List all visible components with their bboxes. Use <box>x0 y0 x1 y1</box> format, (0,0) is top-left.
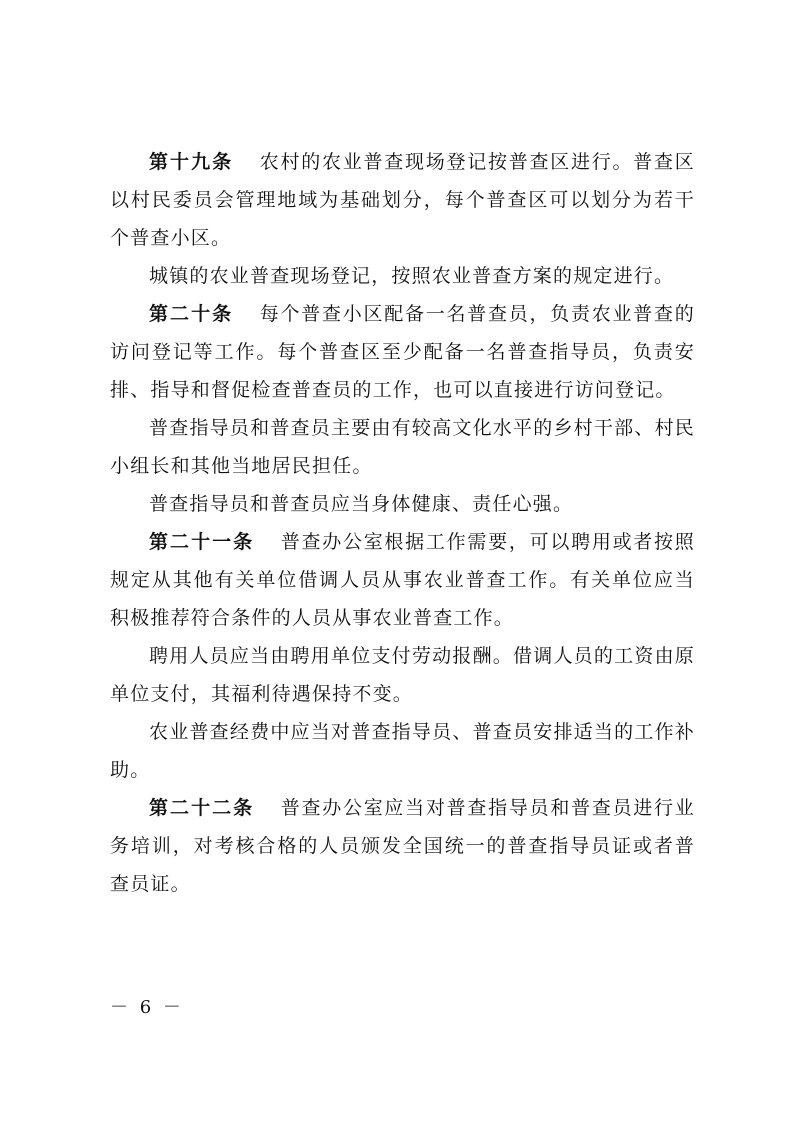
article-heading: 第二十一条 <box>149 531 255 553</box>
paragraph-text: 每个普查小区配备一名普查员，负责农业普查的访问登记等工作。每个普查区至少配备一名普查指导员，负责安排、指导和督促检查普查员的工作，也可以直接进行访问登记。 <box>110 303 695 401</box>
paragraph-article-21 <box>110 523 695 637</box>
paragraph-text: 普查指导员和普查员主要由有较高文化水平的乡村干部、村民小组长和其他当地居民担任。 <box>110 417 695 477</box>
paragraph-text: 城镇的农业普查现场登记，按照农业普查方案的规定进行。 <box>149 265 675 287</box>
paragraph <box>110 713 695 789</box>
paragraph <box>110 409 695 485</box>
paragraph-article-19 <box>110 143 695 257</box>
paragraph-article-20 <box>110 295 695 409</box>
paragraph <box>110 637 695 713</box>
page-number: － 6 － <box>110 997 184 1018</box>
document-body <box>110 143 695 903</box>
paragraph-text: 普查办公室应当对普查指导员和普查员进行业务培训，对考核合格的人员颁发全国统一的普查指导员证或者普查员证。 <box>110 797 695 895</box>
paragraph <box>110 485 695 523</box>
paragraph <box>110 257 695 295</box>
paragraph-text: 农村的农业普查现场登记按普查区进行。普查区以村民委员会管理地域为基础划分，每个普查区可以划分为若干个普查小区。 <box>110 151 695 249</box>
paragraph-text: 聘用人员应当由聘用单位支付劳动报酬。借调人员的工资由原单位支付，其福利待遇保持不变。 <box>110 645 695 705</box>
article-heading: 第二十二条 <box>149 797 255 819</box>
paragraph-text: 普查办公室根据工作需要，可以聘用或者按照规定从其他有关单位借调人员从事农业普查工作。有关单位应当积极推荐符合条件的人员从事农业普查工作。 <box>110 531 695 629</box>
article-heading: 第二十条 <box>149 303 234 325</box>
article-heading: 第十九条 <box>149 151 234 173</box>
paragraph-article-22 <box>110 789 695 903</box>
paragraph-text: 普查指导员和普查员应当身体健康、责任心强。 <box>149 493 574 515</box>
paragraph-text: 农业普查经费中应当对普查指导员、普查员安排适当的工作补助。 <box>110 721 695 781</box>
